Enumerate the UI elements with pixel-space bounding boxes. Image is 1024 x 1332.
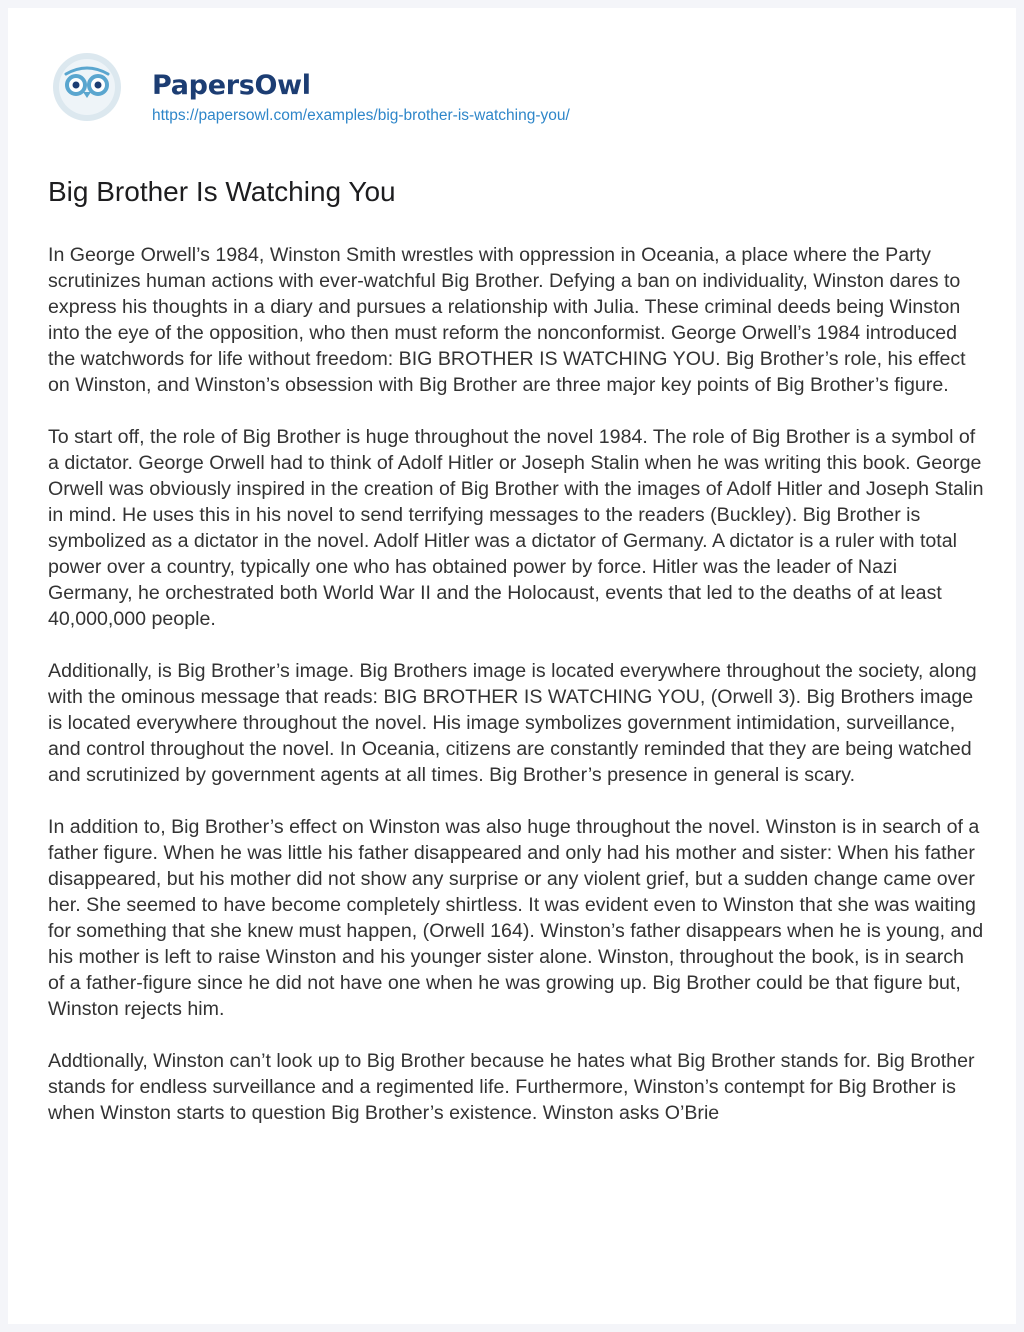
brand xyxy=(152,70,570,126)
essay-page xyxy=(8,8,1016,1324)
paragraph-2: To start off, the role of Big Brother is huge throughout the novel 1984. The role of Big Brother is a symbol of a dictator. George Orwell had to think of Adolf Hitler or Joseph Stalin when he was writing this book. George Orwell was obviously inspired in the creation of Big Brother with the images of Adolf Hitler and Joseph Stalin in mind. He uses this in his novel to send terrifying messages to the readers (Buckley). Big Brother is symbolized as a dictator in the novel. Adolf Hitler was a dictator of Germany. A dictator is a ruler with total power over a country, typically one who has obtained power by force. Hitler was the leader of Nazi Germany, he orchestrated both World War II and the Holocaust, events that led to the deaths of at least 40,000,000 people. xyxy=(48,426,984,630)
paragraph-3: Additionally, is Big Brother’s image. Big Brothers image is located everywhere throughout the society, along with the ominous message that reads: BIG BROTHER IS WATCHING YOU, (Orwell 3). Big Brothers image is located everywhere throughout the novel. His image symbolizes government intimidation, surveillance, and control throughout the novel. In Oceania, citizens are constantly reminded that they are being watched and scrutinized by government agents at all times. Big Brother’s presence in general is scary. xyxy=(48,660,977,786)
paragraph-4: In addition to, Big Brother’s effect on Winston was also huge throughout the novel. Winston is in search of a father figure. When he was little his father disappeared and only had his mother and sister: When his father disappeared, but his mother did not show any surprise or any violent grief, but a sudden change came over her. She seemed to have become completely shirtless. It was evident even to Winston that she was waiting for something that she knew must happen, (Orwell 164). Winston’s father disappears when he is young, and his mother is left to raise Winston and his younger sister alone. Winston, throughout the book, is in search of a father-figure since he did not have one when he was growing up. Big Brother could be that figure but, Winston rejects him. xyxy=(48,816,984,1020)
paragraph-1: In George Orwell’s 1984, Winston Smith wrestles with oppression in Oceania, a place where the Party scrutinizes human actions with ever-watchful Big Brother. Defying a ban on individuality, Winston dares to express his thoughts in a diary and pursues a relationship with Julia. These criminal deeds being Winston into the eye of the opposition, who then must reform the nonconformist. George Orwell’s 1984 introduced the watchwords for life without freedom: BIG BROTHER IS WATCHING YOU. Big Brother’s role, his effect on Winston, and Winston’s obsession with Big Brother are three major key points of Big Brother’s figure. xyxy=(48,244,966,396)
essay-body xyxy=(48,242,984,1152)
source-url-link[interactable]: https://papersowl.com/examples/big-brother-is-watching-you/ xyxy=(152,107,570,124)
brand-name[interactable]: PapersOwl xyxy=(152,70,311,101)
essay-title: Big Brother Is Watching You xyxy=(48,176,396,207)
owl-eyes-icon[interactable] xyxy=(52,52,122,122)
paragraph-5: Addtionally, Winston can’t look up to Big Brother because he hates what Big Brother stands for. Big Brother stands for endless surveillance and a regimented life. Furthermore, Winston’s contempt for Big Brother is when Winston starts to question Big Brother’s existence. Winston asks O’Brie xyxy=(48,1050,975,1124)
